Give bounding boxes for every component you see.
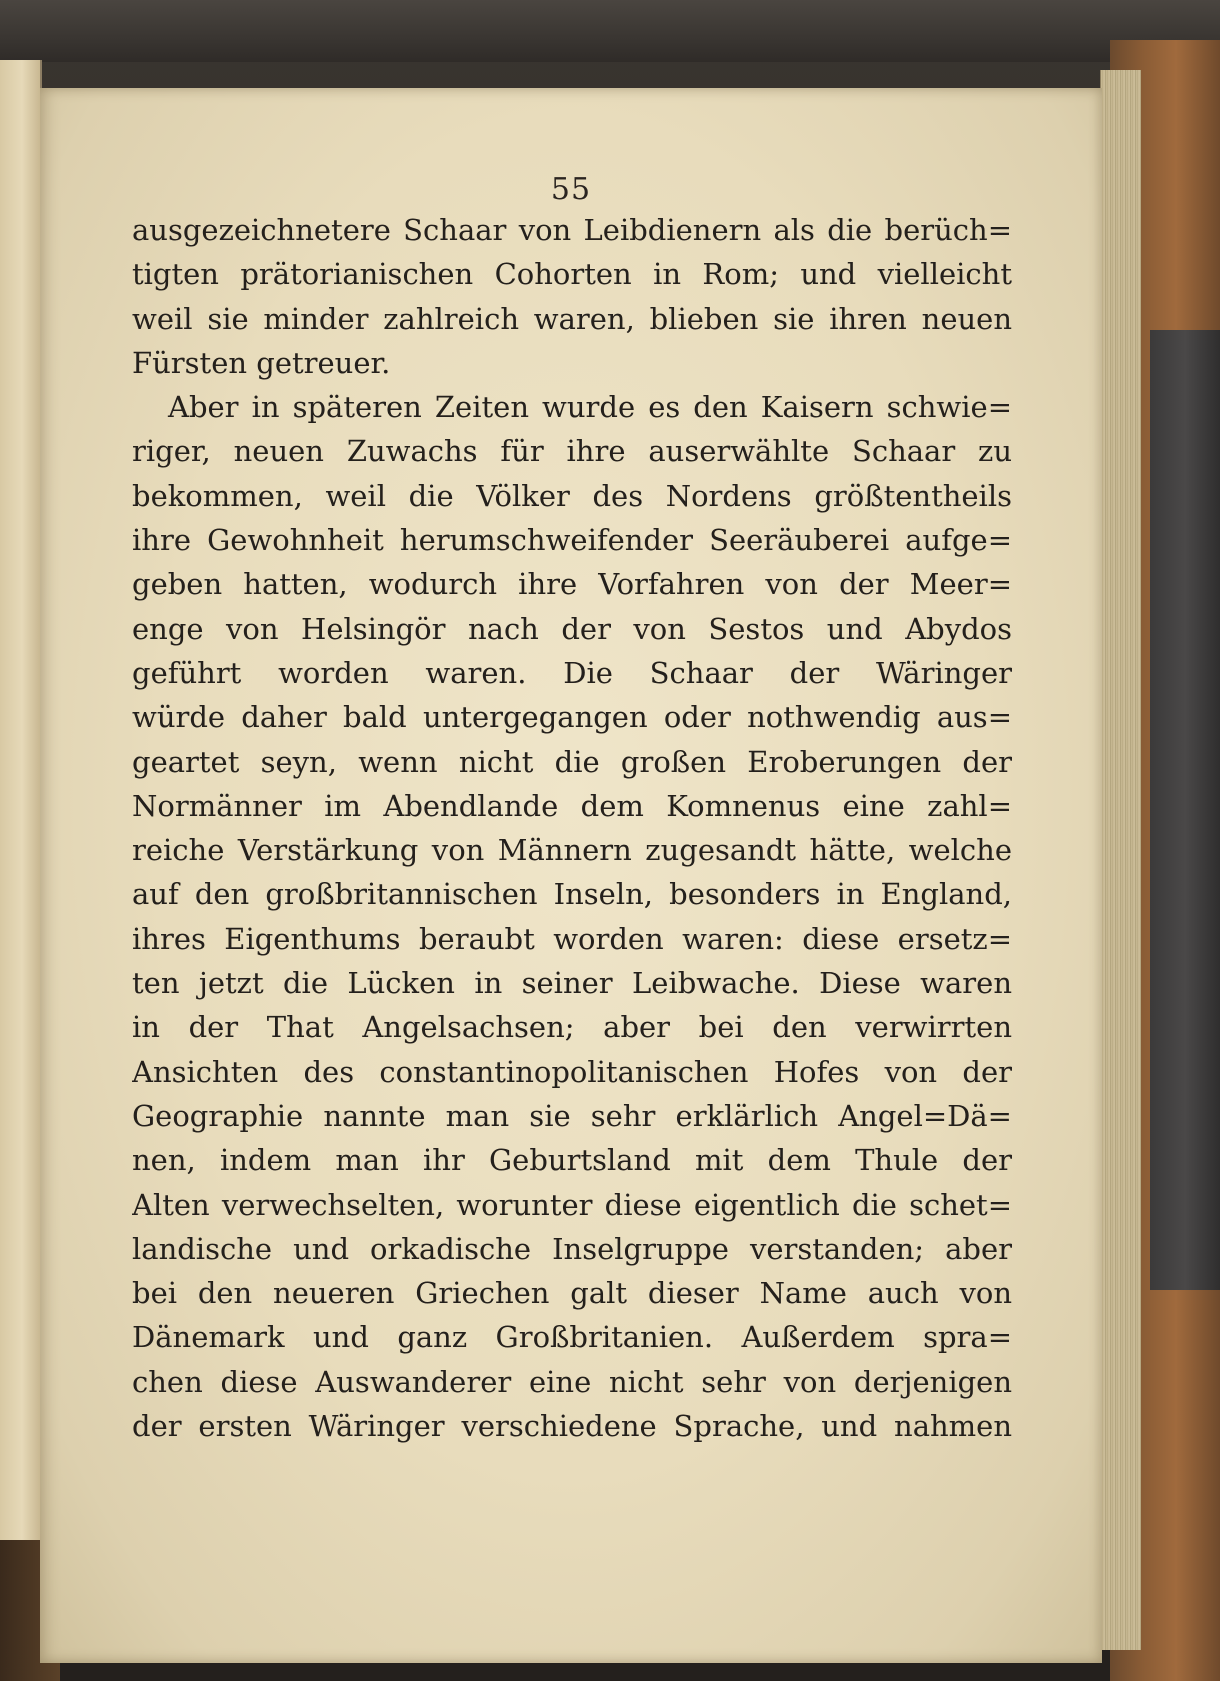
page-text [132,208,1012,1448]
text-line: tigten prätorianischen Cohorten in Rom; und vielleicht [132,257,1012,292]
text-line: der ersten Wäringer verschiedene Sprache, und nahmen [132,1409,1012,1444]
text-line: enge von Helsingör nach der von Sestos und Abydos [132,611,1012,646]
text-line: Ansichten des constantinopolitanischen Hofes von der [132,1054,1012,1089]
page-number: 55 [550,172,592,207]
text-line: geben hatten, wodurch ihre Vorfahren von der Meer= [132,567,1012,602]
page-block-edges [1100,70,1141,1650]
text-line: riger, neuen Zuwachs für ihre auserwählte Schaar zu [132,434,1012,469]
text-line: ihre Gewohnheit herumschweifender Seeräuberei aufge= [132,523,1012,558]
text-line: Geographie nannte man sie sehr erklärlich Angel=Dä= [132,1098,1012,1133]
text-line: nen, indem man ihr Geburtsland mit dem Thule der [132,1143,1012,1178]
cover-corner-cloth [1150,330,1220,1290]
text-line: Normänner im Abendlande dem Komnenus eine zahl= [132,788,1012,823]
book-top-edge [0,0,1220,62]
text-line: bekommen, weil die Völker des Nordens größtentheils [132,478,1012,513]
book-page [40,88,1102,1663]
text-line: Alten verwechselten, worunter diese eigentlich die schet= [132,1187,1012,1222]
facing-page-edge [0,60,42,1681]
text-line: landische und orkadische Inselgruppe verstanden; aber [132,1231,1012,1266]
text-line: weil sie minder zahlreich waren, blieben sie ihren neuen [132,301,1012,336]
text-line: ten jetzt die Lücken in seiner Leibwache. Diese waren [132,966,1012,1001]
text-line: Aber in späteren Zeiten wurde es den Kaisern schwie= [168,390,1012,425]
text-line: auf den großbritannischen Inseln, besonders in England, [132,877,1012,912]
text-line: reiche Verstärkung von Männern zugesandt hätte, welche [132,833,1012,868]
text-line: Dänemark und ganz Großbritanien. Außerdem spra= [132,1320,1012,1355]
text-line: würde daher bald untergegangen oder nothwendig aus= [132,700,1012,735]
text-line: ausgezeichnetere Schaar von Leibdienern als die berüch= [132,213,1012,247]
text-line: chen diese Auswanderer eine nicht sehr von derjenigen [132,1364,1012,1399]
text-line: Fürsten getreuer. [132,345,391,380]
text-line: geartet seyn, wenn nicht die großen Eroberungen der [132,744,1012,779]
text-line: bei den neueren Griechen galt dieser Name auch von [132,1276,1012,1311]
text-line: ihres Eigenthums beraubt worden waren: diese ersetz= [132,921,1012,956]
text-line: geführt worden waren. Die Schaar der Wäringer [132,655,1012,690]
text-line: in der That Angelsachsen; aber bei den verwirrten [132,1010,1012,1045]
